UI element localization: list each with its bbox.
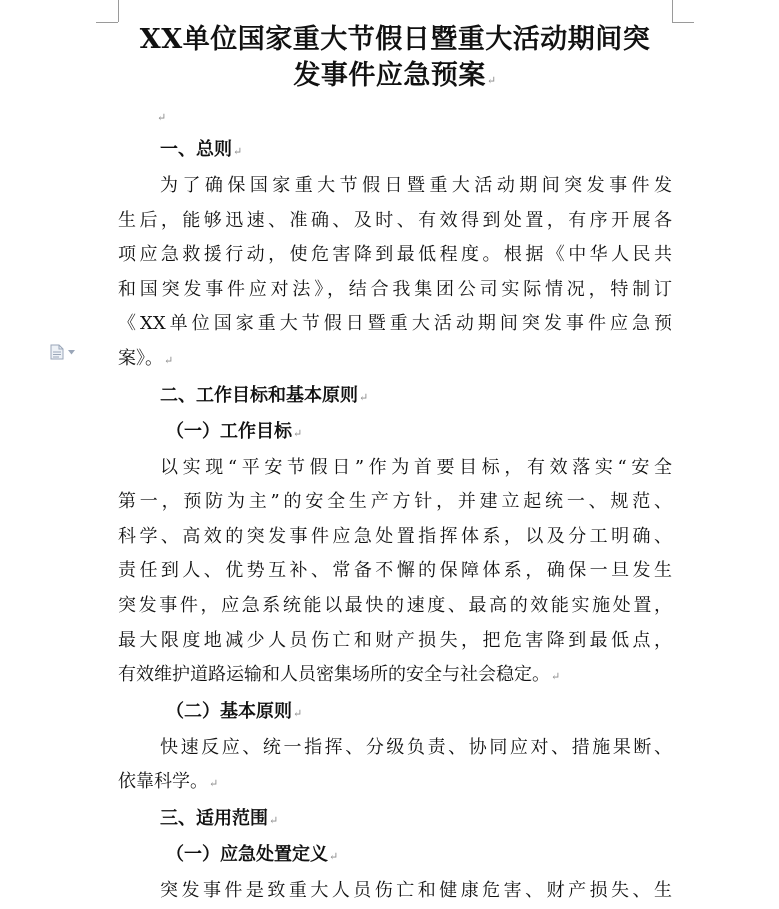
section-1-heading-text: 一、总则 — [160, 139, 232, 160]
paragraph-mark: ↵ — [157, 111, 167, 124]
paragraph-options-button[interactable] — [50, 343, 80, 361]
paragraph-mark: ↵ — [233, 145, 243, 158]
paragraph-mark: ↵ — [293, 706, 303, 720]
text-line-last — [118, 765, 672, 802]
crop-mark-top-right-vertical — [672, 0, 673, 22]
text-line-last — [118, 342, 672, 379]
text-line: 突发事件是致重大人员伤亡和健康危害、财产损失、生 — [160, 879, 672, 901]
text-line: 突发事件，应急系统能以最快的速度、最高的效能实施处置， — [118, 594, 672, 616]
section-2-paragraph-2 — [118, 731, 672, 802]
section-2-subheading-1 — [118, 415, 672, 451]
section-2-subheading-2 — [118, 695, 672, 731]
paragraph-mark: ↵ — [486, 74, 497, 87]
paragraph-mark: ↵ — [329, 849, 339, 863]
crop-mark-top-left-horizontal — [96, 22, 118, 23]
crop-mark-top-right-horizontal — [672, 22, 694, 23]
document-icon — [50, 344, 64, 360]
section-2-heading — [118, 379, 672, 415]
section-1-paragraph — [118, 169, 672, 379]
section-2-paragraph-1 — [118, 451, 672, 695]
paragraph-mark: ↵ — [209, 777, 219, 791]
section-2-subheading-2-text: （二）基本原则 — [166, 700, 292, 722]
title-line-1: XX单位国家重大节假日暨重大活动期间突 — [139, 24, 651, 55]
text-line-last-text: 案》。 — [118, 347, 163, 369]
title-line-2 — [118, 58, 672, 99]
section-3-paragraph-1 — [118, 874, 672, 909]
text-line-last — [118, 658, 672, 695]
text-line: 最大限度地减少人员伤亡和财产损失，把危害降到最低点， — [118, 629, 672, 651]
document-title — [118, 22, 672, 99]
empty-paragraph — [118, 99, 672, 133]
paragraph-mark: ↵ — [164, 353, 174, 367]
section-3-subheading-1-text: （一）应急处置定义 — [166, 843, 328, 865]
text-line: 快速反应、统一指挥、分级负责、协同应对、措施果断、 — [160, 736, 672, 758]
section-2-heading-text: 二、工作目标和基本原则 — [160, 384, 358, 406]
section-2-subheading-1-text: （一）工作目标 — [166, 420, 292, 442]
paragraph-mark: ↵ — [293, 426, 303, 440]
text-line: 为了确保国家重大节假日暨重大活动期间突发事件发 — [160, 175, 672, 196]
section-1-heading — [118, 133, 672, 169]
section-3-heading-text: 三、适用范围 — [160, 807, 268, 829]
document-page — [118, 22, 672, 909]
paragraph-mark: ↵ — [551, 670, 561, 684]
text-line-last-text: 有效维护道路运输和人员密集场所的安全与社会稳定。 — [118, 664, 550, 686]
text-line: 第一，预防为主”的安全生产方针，并建立起统一、规范、 — [118, 491, 672, 513]
text-line: 生后，能够迅速、准确、及时、有效得到处置，有序开展各 — [118, 209, 672, 231]
text-line: 项应急救援行动，使危害降到最低程度。根据《中华人民共 — [118, 244, 672, 266]
text-line: 《XX单位国家重大节假日暨重大活动期间突发事件应急预 — [118, 313, 672, 335]
crop-mark-top-left-vertical — [118, 0, 119, 22]
paragraph-mark: ↵ — [359, 390, 369, 404]
text-line: 责任到人、优势互补、常备不懈的保障体系，确保一旦发生 — [118, 560, 672, 582]
title-line-2-text: 发事件应急预案 — [293, 60, 486, 91]
text-line: 和国突发事件应对法》，结合我集团公司实际情况，特制订 — [118, 278, 672, 300]
section-3-subheading-1 — [118, 838, 672, 874]
text-line-last-text: 依靠科学。 — [118, 771, 208, 793]
text-line: 以实现“平安节假日”作为首要目标，有效落实“安全 — [160, 456, 672, 478]
dropdown-arrow-icon — [68, 350, 75, 355]
paragraph-mark: ↵ — [269, 813, 279, 827]
text-line: 科学、高效的突发事件应急处置指挥体系，以及分工明确、 — [118, 525, 672, 547]
section-3-heading — [118, 802, 672, 838]
